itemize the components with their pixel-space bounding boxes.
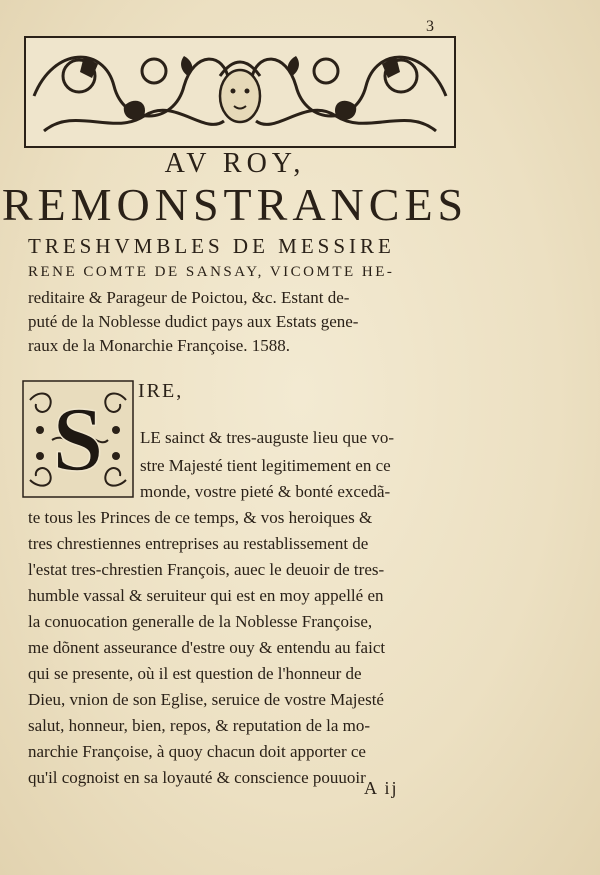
text-line: stre Majesté tient legitimement en ce [140, 456, 391, 475]
text-line: l'estat tres-chrestien François, auec le deuoir de tres- [28, 560, 385, 579]
page-number: 3 [426, 18, 434, 35]
subtitle-line: TRESHVMBLES DE MESSIRE [28, 234, 395, 258]
text-line: salut, honneur, bien, repos, & reputation de la mo- [28, 716, 371, 735]
signature-mark: A ij [364, 778, 399, 798]
text-line: qui se presente, où il est question de l'honneur de [28, 664, 362, 683]
decorated-initial [22, 380, 134, 498]
subtitle-line: puté de la Noblesse dudict pays aux Estats gene- [28, 312, 359, 331]
text-line: monde, vostre pieté & bonté excedã- [140, 482, 391, 501]
text-line: LE sainct & tres-auguste lieu que vo- [140, 428, 394, 447]
text-line: narchie Françoise, à quoy chacun doit apporter ce [28, 742, 366, 761]
document-title: REMONSTRANCES [1, 179, 469, 230]
text-line: Dieu, vnion de son Eglise, seruice de vostre Majesté [28, 690, 384, 709]
text-line: te tous les Princes de ce temps, & vos heroiques & [28, 508, 373, 527]
subtitle-line: raux de la Monarchie Françoise. 1588. [28, 336, 290, 355]
text-line: humble vassal & seruiteur qui est en moy appellé en [28, 586, 384, 605]
opening-word: IRE, [138, 380, 184, 402]
text-line: qu'il cognoist en sa loyauté & conscience pouuoir [28, 768, 366, 787]
text-line: tres chrestiennes entreprises au restablissement de [28, 534, 369, 553]
dropcap-letter: S [52, 388, 104, 490]
ornamental-headpiece [24, 36, 456, 148]
text-line: me dõnent asseurance d'estre ouy & entendu au faict [28, 638, 386, 657]
subtitle-line: reditaire & Parageur de Poictou, &c. Estant de- [28, 288, 350, 307]
text-line: la conuocation generalle de la Noblesse Françoise, [28, 612, 373, 631]
dedication-line: AV ROY, [164, 148, 306, 179]
subtitle-line: RENE COMTE DE SANSAY, VICOMTE HE- [28, 264, 395, 280]
